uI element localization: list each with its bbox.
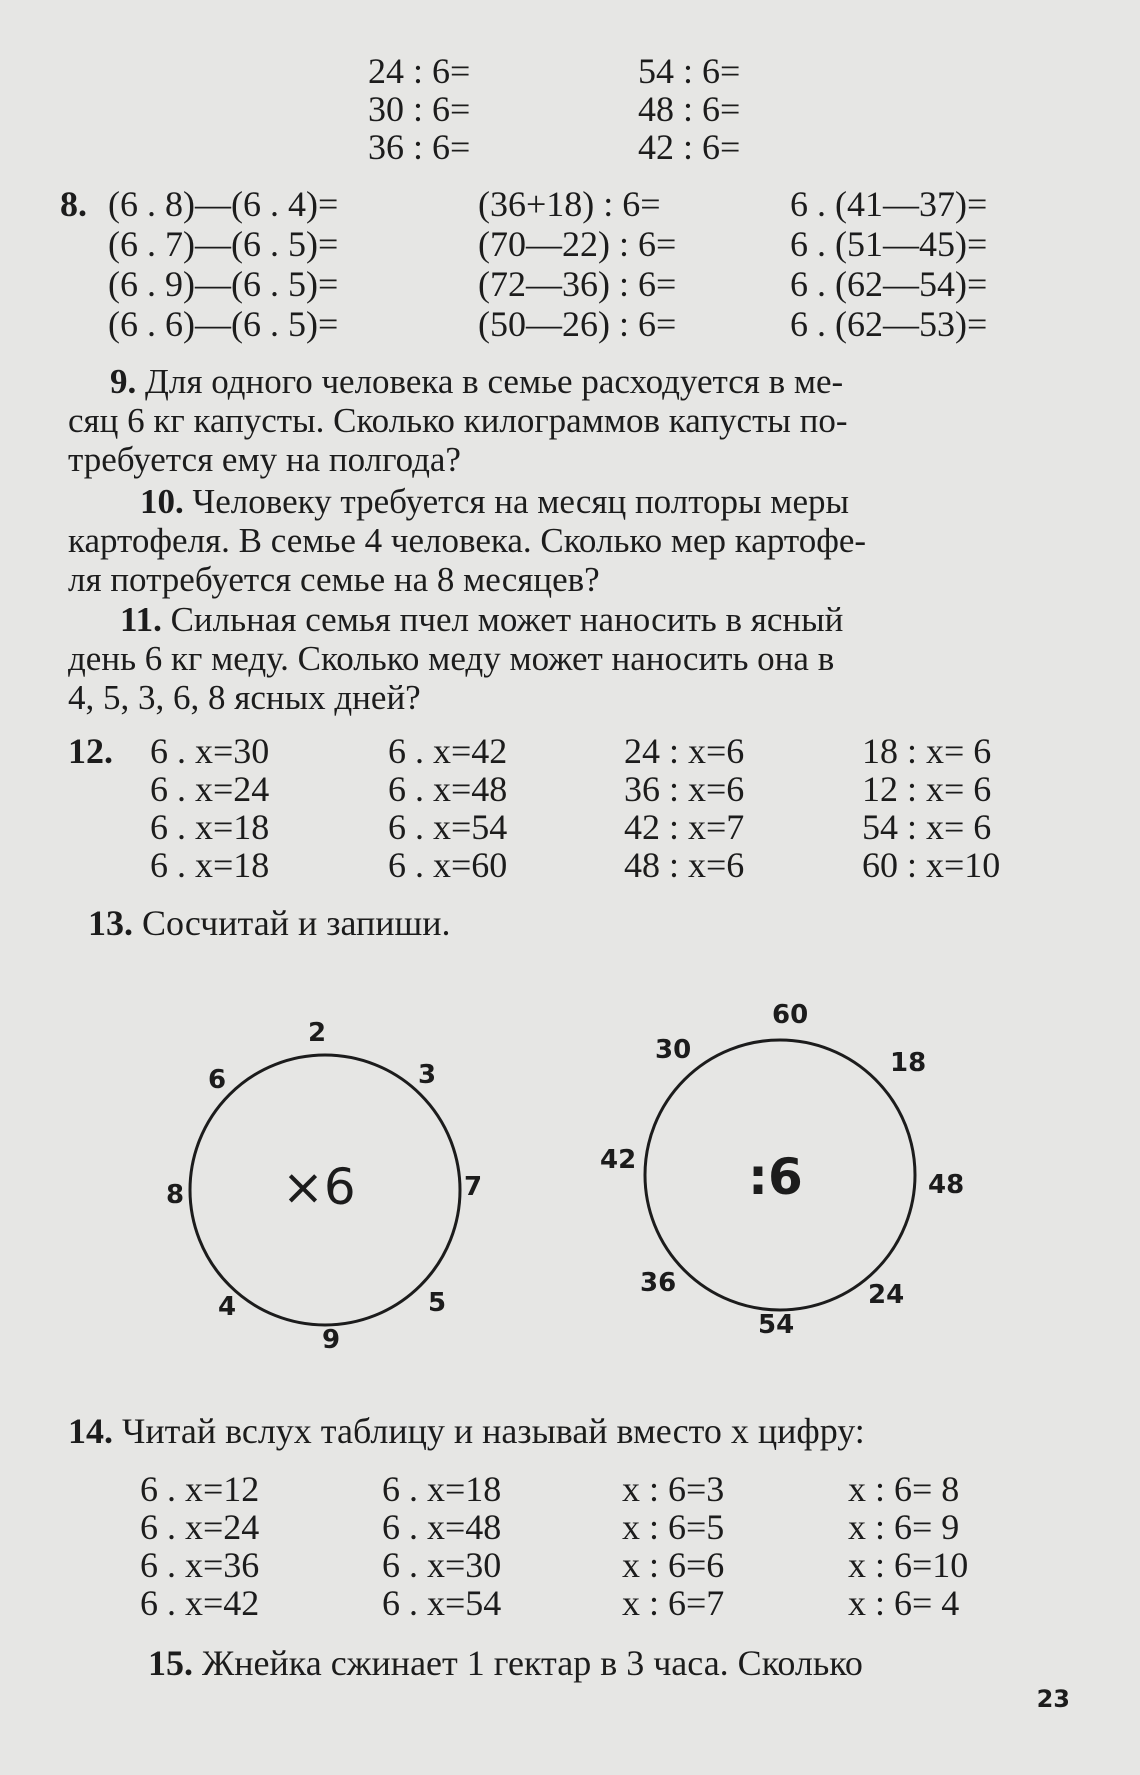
equation: x : 6=7 [622,1583,725,1623]
equation: 6 . x=18 [150,845,270,885]
exercise-14-heading: 14. Читай вслух таблицу и называй вместо x цифру: [68,1411,865,1451]
equation: x : 6=10 [848,1545,969,1585]
expression: (6 . 6)—(6 . 5)= [108,304,339,344]
exercise-number: 11. [120,600,162,639]
equation: 6 . x=18 [382,1469,502,1509]
circle-number: 18 [890,1048,927,1078]
expression: 6 . (62—53)= [790,304,988,344]
expression: (50—26) : 6= [478,304,677,344]
division-item: 48 : 6= [638,89,741,129]
equation: x : 6=6 [622,1545,725,1585]
equation: x : 6=5 [622,1507,725,1547]
division-item: 42 : 6= [638,127,741,167]
equation: 60 : x=10 [862,845,1001,885]
equation: 6 . x=54 [382,1583,502,1623]
circle-number: 9 [322,1325,341,1355]
center-operator: :6 [748,1148,803,1206]
division-item: 30 : 6= [368,89,471,129]
circle-number: 4 [218,1292,237,1322]
exercise-15: 15. Жнейка сжинает 1 гектар в 3 часа. Сколько [148,1643,863,1683]
problem-line: 11. Сильная семья пчел может наносить в ясный [120,600,844,639]
circle-number: 7 [464,1172,483,1202]
problem-line: день 6 кг меду. Сколько меду может наносить она в [68,639,835,678]
equation: 6 . x=60 [388,845,508,885]
circle-number: 5 [428,1288,447,1318]
equation: x : 6= 9 [848,1507,960,1547]
expression: (6 . 8)—(6 . 4)= [108,184,339,224]
division-item: 36 : 6= [368,127,471,167]
equation: 6 . x=24 [140,1507,260,1547]
exercise-11 [68,600,1068,717]
circle-number: 48 [928,1170,965,1200]
exercise-number: 8. [60,184,87,224]
circle-number: 60 [772,1000,809,1030]
exercise-13-heading: 13. Сосчитай и запиши. [88,903,451,943]
expression: (72—36) : 6= [478,264,677,304]
exercise-number: 10. [140,482,184,521]
expression: 6 . (51—45)= [790,224,988,264]
problem-line: требуется ему на полгода? [68,440,461,479]
equation: 6 . x=48 [382,1507,502,1547]
equation: 6 . x=48 [388,769,508,809]
equation: 24 : x=6 [624,731,745,771]
expression: (70—22) : 6= [478,224,677,264]
problem-line: 10. Человеку требуется на месяц полторы меры [140,482,849,521]
equation: 6 . x=36 [140,1545,260,1585]
exercise-number: 12. [68,731,113,771]
circle-number: 3 [418,1060,437,1090]
exercise-10 [68,482,1068,599]
circle-number: 30 [655,1035,692,1065]
division-item: 54 : 6= [638,51,741,91]
problem-line: 4, 5, 3, 6, 8 ясных дней? [68,678,421,717]
circle-number: 8 [166,1180,185,1210]
expression: (6 . 7)—(6 . 5)= [108,224,339,264]
circle-number: 6 [208,1065,227,1095]
circle-number: 24 [868,1280,905,1310]
center-operator: ×6 [282,1158,356,1216]
equation: 6 . x=42 [140,1583,260,1623]
equation: 54 : x= 6 [862,807,992,847]
expression: 6 . (41—37)= [790,184,988,224]
equation: 6 . x=30 [150,731,270,771]
equation: 6 . x=18 [150,807,270,847]
equation: x : 6= 4 [848,1583,960,1623]
expression: (6 . 9)—(6 . 5)= [108,264,339,304]
equation: 6 . x=30 [382,1545,502,1585]
expression: 6 . (62—54)= [790,264,988,304]
problem-line: 9. Для одного человека в семье расходуется в ме- [110,362,844,401]
problem-line: сяц 6 кг капусты. Сколько килограммов капусты по- [68,401,848,440]
exercise-number: 13. [88,903,133,943]
equation: 12 : x= 6 [862,769,992,809]
equation: 6 . x=12 [140,1469,260,1509]
equation: 6 . x=54 [388,807,508,847]
equation: x : 6=3 [622,1469,725,1509]
page-number: 23 [1036,1685,1070,1713]
equation: 18 : x= 6 [862,731,992,771]
equation: 6 . x=42 [388,731,508,771]
problem-line: картофеля. В семье 4 человека. Сколько мер картофе- [68,521,867,560]
exercise-number: 14. [68,1411,113,1451]
circle-number: 2 [308,1018,327,1048]
expression: (36+18) : 6= [478,184,661,224]
circle-number: 42 [600,1145,637,1175]
exercise-number: 15. [148,1643,193,1683]
equation: 36 : x=6 [624,769,745,809]
equation: x : 6= 8 [848,1469,960,1509]
equation: 42 : x=7 [624,807,745,847]
exercise-9 [68,362,1068,479]
equation: 48 : x=6 [624,845,745,885]
division-item: 24 : 6= [368,51,471,91]
equation: 6 . x=24 [150,769,270,809]
problem-line: ля потребуется семье на 8 месяцев? [68,560,600,599]
circle-number: 36 [640,1268,677,1298]
exercise-number: 9. [110,362,137,401]
circle-number: 54 [758,1310,795,1340]
